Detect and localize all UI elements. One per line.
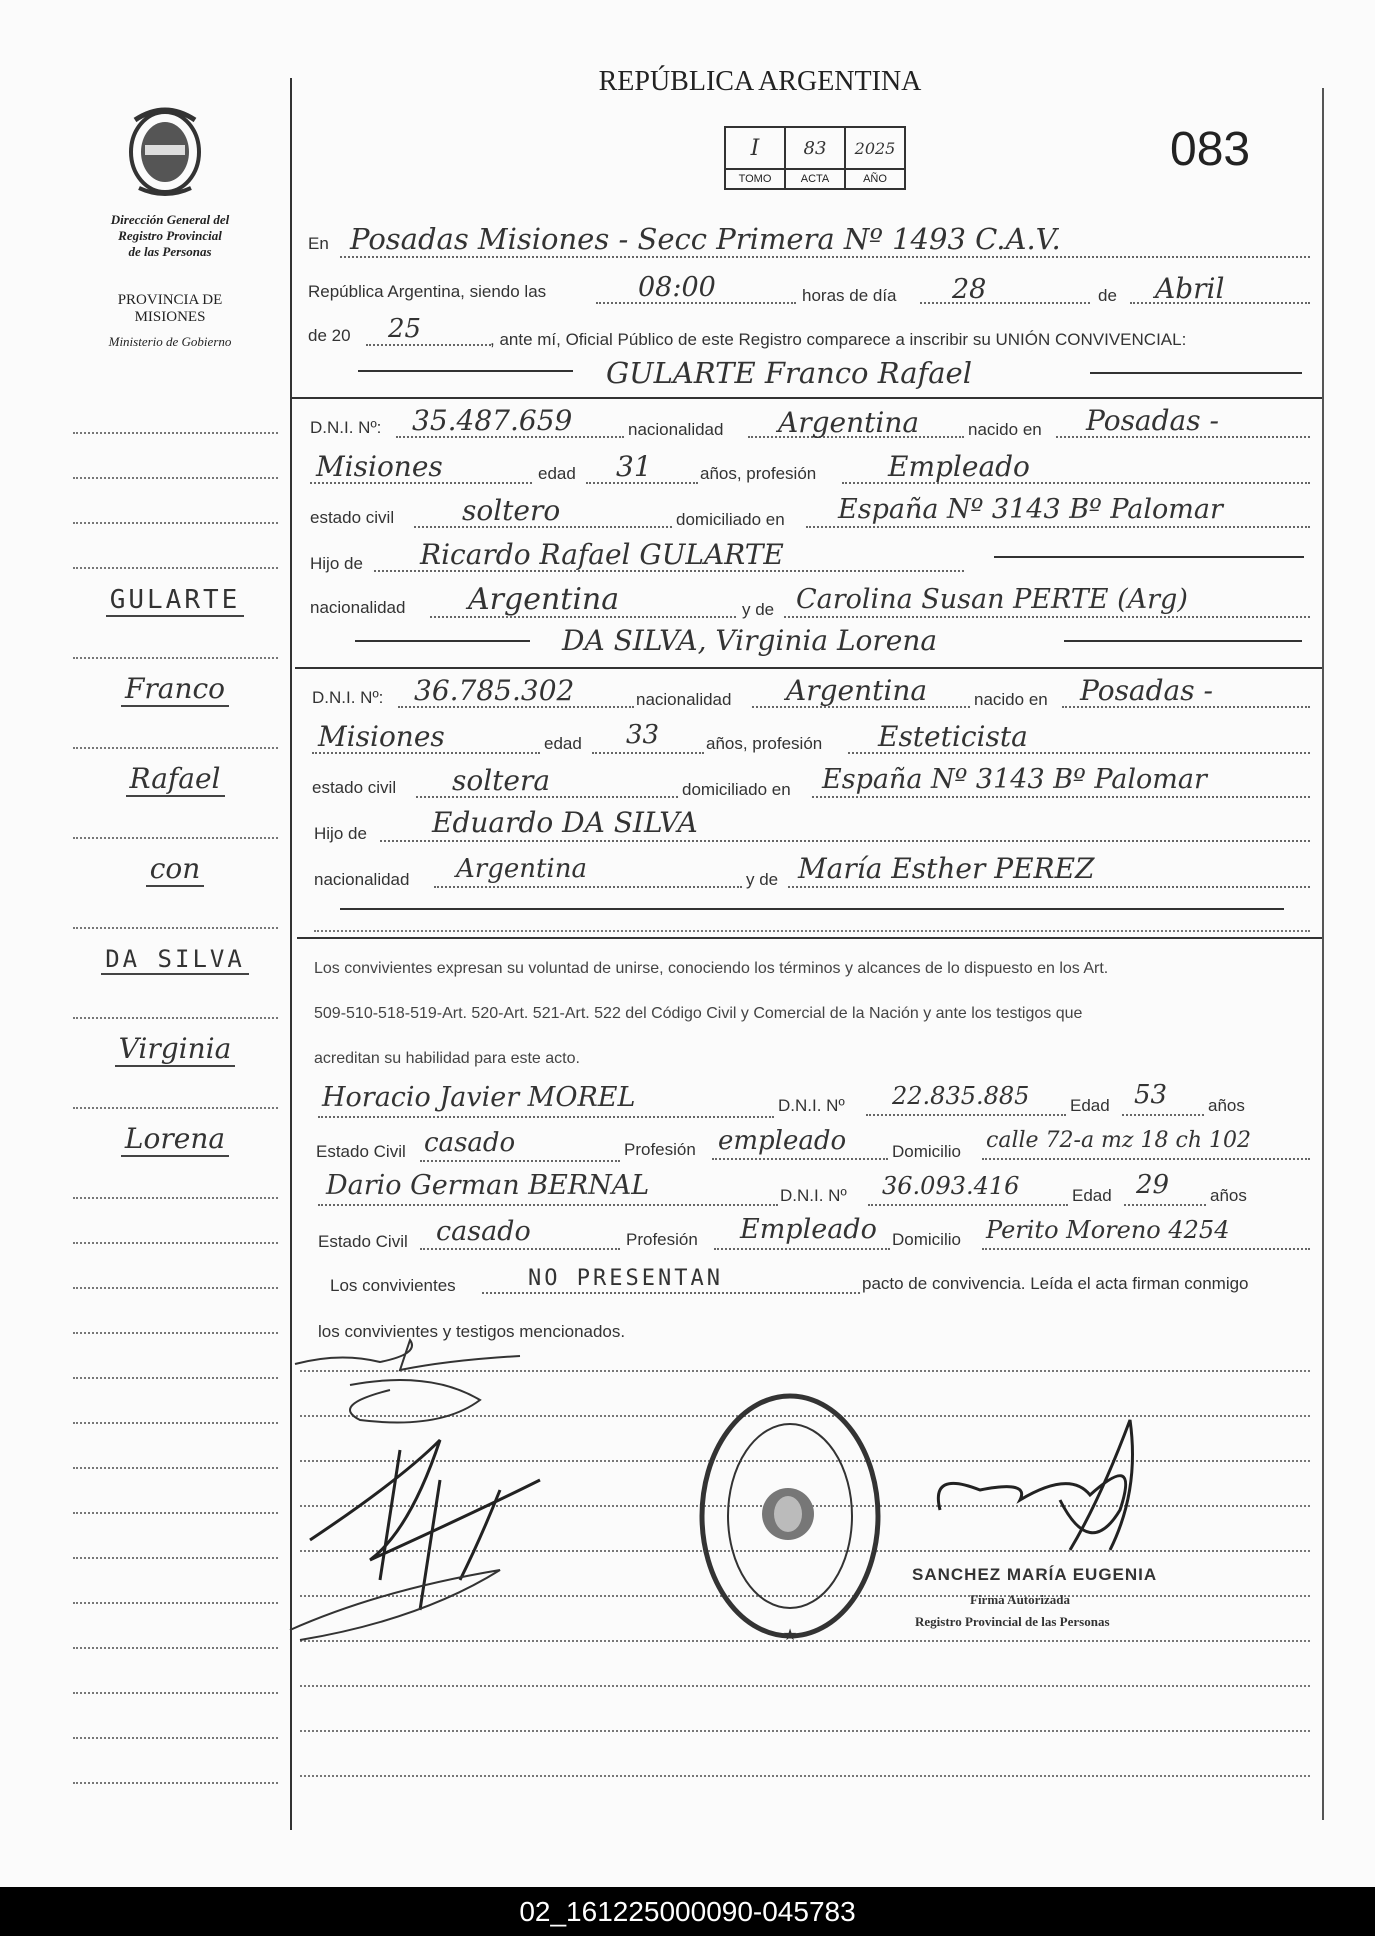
svg-text:★: ★: [782, 1625, 798, 1644]
dotted-line: [420, 1248, 620, 1250]
dotted-line: [318, 1116, 774, 1118]
estado-civil-label: estado civil: [312, 778, 397, 797]
footer-bar: [0, 1887, 1375, 1936]
tomo-value: I: [725, 127, 785, 169]
margin-rule: [73, 1737, 278, 1739]
tomo-label: TOMO: [725, 169, 785, 189]
margin-name-first-2: Virginia: [75, 1032, 275, 1067]
dni-label: D.N.I. Nº:: [312, 688, 384, 707]
acta-value: 83: [785, 127, 845, 169]
province-line: MISIONES: [134, 309, 206, 325]
nacido-label: nacido en: [974, 690, 1048, 709]
party2-birthplace-value: Posadas -: [1080, 674, 1213, 707]
dni-label: D.N.I. Nº:: [310, 418, 382, 437]
official-office: Registro Provincial de las Personas: [915, 1614, 1110, 1629]
dotted-line: [300, 1730, 1310, 1732]
dotted-line: [866, 1114, 1066, 1116]
party1-profession-value: Empleado: [888, 450, 1030, 483]
witness2-age-value: 29: [1136, 1170, 1170, 1200]
party1-birthplace-cont-value: Misiones: [316, 450, 443, 483]
declaration-text: 509-510-518-519-Art. 520-Art. 521-Art. 522 del Código Civil y Comercial de la Nación y ante los testigos que: [314, 1005, 1083, 1022]
y-de-label: y de: [746, 870, 779, 889]
dotted-line: [868, 1204, 1068, 1206]
siendo-label: República Argentina, siendo las: [308, 282, 547, 301]
nacionalidad-label: nacionalidad: [628, 420, 724, 439]
dotted-line: [1122, 1114, 1204, 1116]
margin-rule: [73, 1287, 278, 1289]
dotted-line: [420, 1160, 620, 1162]
margin-rule: [73, 477, 278, 479]
party1-mother-value: Carolina Susan PERTE (Arg): [796, 584, 1188, 615]
party1-fullname: GULARTE Franco Rafael: [606, 356, 972, 390]
party2-mother-value: María Esther PEREZ: [798, 852, 1095, 885]
party1-father-value: Ricardo Rafael GULARTE: [420, 538, 784, 571]
dotted-line: [434, 886, 742, 888]
party2-civil-value: soltera: [452, 764, 551, 797]
party1-address-value: España Nº 3143 Bº Palomar: [838, 494, 1223, 525]
margin-rule: [73, 1107, 278, 1109]
horas-label: horas de día: [802, 286, 897, 305]
domicilio-label: Domicilio: [892, 1142, 961, 1161]
party2-dni-value: 36.785.302: [414, 674, 575, 707]
official-signature: [920, 1410, 1160, 1560]
anios-label: años: [1210, 1186, 1247, 1205]
time-value: 08:00: [638, 272, 716, 303]
fill-line: [358, 370, 573, 372]
party1-father-nationality-value: Argentina: [468, 582, 620, 617]
section-divider: [290, 397, 1322, 399]
nacionalidad-label: nacionalidad: [310, 598, 406, 617]
margin-rule: [73, 1377, 278, 1379]
de-label: de: [1098, 286, 1117, 305]
dni-label: D.N.I. Nº: [780, 1186, 847, 1205]
dotted-line: [482, 1292, 860, 1294]
anio-label: AÑO: [845, 169, 905, 189]
margin-rule: [73, 1467, 278, 1469]
dotted-line: [784, 616, 1310, 618]
witness1-address-value: calle 72-a mz 18 ch 102: [986, 1128, 1251, 1153]
witness1-civil-value: casado: [424, 1128, 516, 1158]
margin-rule: [73, 1512, 278, 1514]
closing-suffix: pacto de convivencia. Leída el acta firman conmigo: [862, 1274, 1249, 1293]
hijo-de-label: Hijo de: [314, 824, 367, 843]
closing-prefix: Los convivientes: [330, 1276, 456, 1295]
dotted-line: [300, 1685, 1310, 1687]
margin-name-surname-2: DA SILVA: [75, 945, 275, 975]
acta-label: ACTA: [785, 169, 845, 189]
page-title: REPÚBLICA ARGENTINA: [598, 66, 922, 97]
margin-rule: [73, 1197, 278, 1199]
margin-rule: [73, 432, 278, 434]
dotted-line: [592, 752, 704, 754]
fill-line: [340, 908, 1284, 910]
official-seal: [695, 1388, 885, 1648]
dotted-line: [314, 930, 1310, 932]
estado-civil-label: Estado Civil: [316, 1142, 406, 1161]
margin-rule: [73, 1557, 278, 1559]
dotted-line: [1124, 1204, 1206, 1206]
witness1-profession-value: empleado: [718, 1126, 847, 1156]
party1-nationality-value: Argentina: [778, 406, 920, 439]
profesion-label: Profesión: [626, 1230, 698, 1249]
margin-rule: [73, 747, 278, 749]
dotted-line: [714, 1248, 890, 1250]
estado-civil-label: estado civil: [310, 508, 395, 527]
profesion-label: Profesión: [624, 1140, 696, 1159]
edad-label: Edad: [1072, 1186, 1112, 1205]
witness2-name-value: Dario German BERNAL: [326, 1170, 650, 1201]
dotted-line: [712, 1158, 888, 1160]
margin-rule: [73, 657, 278, 659]
witness2-dni-value: 36.093.416: [882, 1172, 1020, 1200]
dotted-line: [812, 796, 1310, 798]
margin-rule: [73, 1242, 278, 1244]
fill-line: [994, 556, 1304, 558]
margin-rule: [73, 1692, 278, 1694]
margin-rule: [73, 567, 278, 569]
coat-of-arms-logo: [125, 100, 205, 200]
hijo-de-label: Hijo de: [310, 554, 363, 573]
party2-address-value: España Nº 3143 Bº Palomar: [822, 764, 1207, 795]
year-prefix: de 20: [308, 326, 351, 345]
margin-name-second: Rafael: [75, 762, 275, 797]
fill-line: [1064, 640, 1302, 642]
domicilio-label: Domicilio: [892, 1230, 961, 1249]
margin-rule: [73, 1422, 278, 1424]
dotted-line: [788, 886, 1310, 888]
institution-name: [80, 212, 260, 260]
party1-civil-value: soltero: [462, 494, 561, 527]
margin-rule: [73, 522, 278, 524]
anio-value: 2025: [845, 127, 905, 169]
dotted-line: [806, 526, 1310, 528]
party2-birthplace-cont-value: Misiones: [318, 720, 445, 753]
margin-rule: [73, 1017, 278, 1019]
nacido-label: nacido en: [968, 420, 1042, 439]
witness2-profession-value: Empleado: [740, 1214, 877, 1245]
witness1-name-value: Horacio Javier MOREL: [322, 1082, 636, 1113]
party1-birthplace-value: Posadas -: [1086, 404, 1219, 437]
province-line: PROVINCIA DE: [117, 292, 223, 308]
margin-rule: [73, 927, 278, 929]
estado-civil-label: Estado Civil: [318, 1232, 408, 1251]
dotted-line: [920, 302, 1090, 304]
profesion-label: años, profesión: [706, 734, 823, 753]
profesion-label: años, profesión: [700, 464, 817, 483]
section-divider: [295, 667, 1322, 669]
margin-name-second-2: Lorena: [75, 1122, 275, 1157]
official-name: SANCHEZ MARÍA EUGENIA: [912, 1565, 1158, 1584]
party2-nationality-value: Argentina: [786, 674, 928, 707]
anios-label: años: [1208, 1096, 1245, 1115]
dotted-line: [318, 1204, 778, 1206]
party2-father-value: Eduardo DA SILVA: [432, 806, 698, 839]
declaration-text: Los convivientes expresan su voluntad de unirse, conociendo los términos y alcances de lo dispuesto en los Art.: [314, 960, 1109, 977]
margin-rule: [73, 1782, 278, 1784]
edad-label: edad: [538, 464, 576, 483]
fill-line: [1090, 372, 1302, 374]
statement-text: , ante mí, Oficial Público de este Registro comparece a inscribir su UNIÓN CONVIVENCIAL:: [490, 330, 1187, 349]
pact-status-value: NO PRESENTAN: [528, 1266, 723, 1291]
record-number: 083: [1170, 123, 1251, 176]
nacionalidad-label: nacionalidad: [636, 690, 732, 709]
year-value: 25: [388, 314, 422, 344]
margin-name-surname: GULARTE: [75, 585, 275, 617]
domicilio-label: domiciliado en: [682, 780, 791, 799]
party2-profession-value: Esteticista: [878, 720, 1028, 753]
section-divider: [297, 937, 1322, 939]
margin-name-first: Franco: [75, 672, 275, 707]
witness2-civil-value: casado: [436, 1216, 531, 1247]
dotted-line: [366, 344, 491, 346]
official-title: Firma Autorizada: [970, 1592, 1071, 1607]
register-box: [724, 126, 906, 190]
institution-line: de las Personas: [128, 244, 212, 259]
closing-line: los convivientes y testigos mencionados.: [318, 1322, 626, 1341]
dotted-line: [982, 1158, 1310, 1160]
margin-rule: [73, 1602, 278, 1604]
party2-fullname: DA SILVA, Virginia Lorena: [562, 624, 938, 657]
y-de-label: y de: [742, 600, 775, 619]
margin-rule: [73, 1647, 278, 1649]
domicilio-label: domiciliado en: [676, 510, 785, 529]
dni-label: D.N.I. Nº: [778, 1096, 845, 1115]
day-value: 28: [952, 274, 987, 305]
dotted-line: [982, 1248, 1310, 1250]
en-label: En: [308, 234, 329, 253]
witness1-age-value: 53: [1134, 1080, 1168, 1110]
dotted-line: [380, 840, 1310, 842]
witness1-dni-value: 22.835.885: [892, 1082, 1030, 1110]
document-id: 02_161225000090-045783: [519, 1896, 856, 1927]
fill-line: [355, 640, 530, 642]
party2-age-value: 33: [626, 720, 660, 750]
registry-office-value: Posadas Misiones - Secc Primera Nº 1493 C.A.V.: [350, 222, 1061, 256]
institution-line: Dirección General del: [110, 212, 230, 227]
party1-age-value: 31: [616, 450, 652, 483]
margin-name-conjunction: con: [75, 852, 275, 887]
party2-father-nationality-value: Argentina: [456, 854, 587, 884]
institution-line: Registro Provincial: [118, 228, 222, 243]
nacionalidad-label: nacionalidad: [314, 870, 410, 889]
ministry-name: Ministerio de Gobierno: [108, 334, 232, 349]
witness-signatures: [280, 1330, 620, 1660]
dotted-line: [340, 256, 1310, 258]
edad-label: Edad: [1070, 1096, 1110, 1115]
witness2-address-value: Perito Moreno 4254: [986, 1216, 1230, 1244]
edad-label: edad: [544, 734, 582, 753]
margin-rule: [73, 837, 278, 839]
declaration-text: acreditan su habilidad para este acto.: [314, 1050, 580, 1067]
party1-dni-value: 35.487.659: [412, 404, 573, 437]
province-name: [80, 292, 260, 326]
dotted-line: [300, 1775, 1310, 1777]
main-frame-right-border: [1322, 88, 1324, 1820]
margin-rule: [73, 1332, 278, 1334]
month-value: Abril: [1155, 272, 1225, 305]
